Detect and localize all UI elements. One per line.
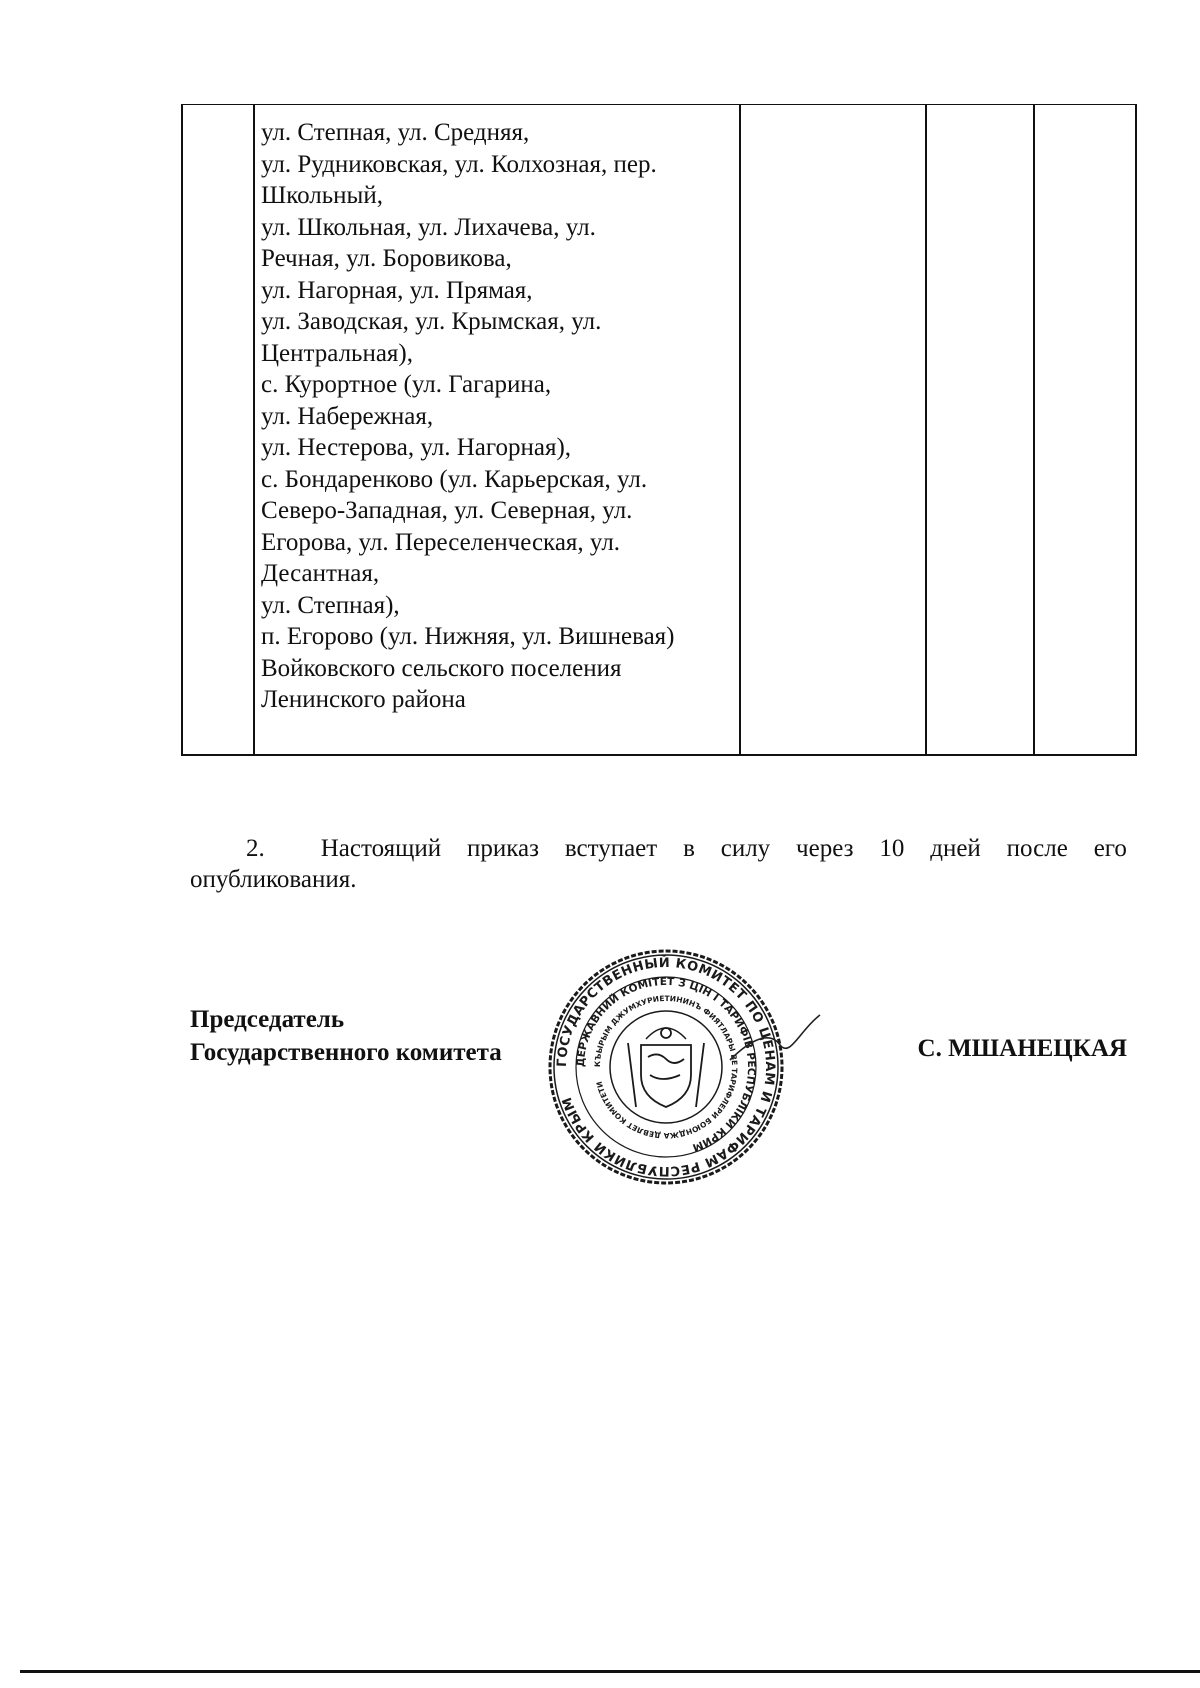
address-line: с. Бондаренково (ул. Карьерская, ул. (261, 465, 648, 493)
coat-of-arms-icon (628, 1028, 704, 1107)
clause-line-2: опубликования. (190, 866, 357, 893)
address-table (181, 104, 1137, 756)
address-line: Северо-Западная, ул. Северная, ул. (261, 497, 633, 524)
address-line: ул. Набережная, (261, 402, 434, 430)
address-lines (255, 105, 739, 754)
address-line: Школьный, (261, 182, 383, 209)
position-line-1: Председатель (190, 1006, 345, 1033)
clause-line-1 (190, 833, 1127, 864)
clause-word: Настоящий (320, 835, 442, 862)
address-line: ул. Заводская, ул. Крымская, ул. (261, 308, 602, 335)
table-cell-address (254, 105, 740, 755)
clause-word: после (1006, 835, 1068, 862)
address-line: Егорова, ул. Переселенческая, ул. (261, 528, 621, 556)
seal-middle-text: ДЕРЖАВНИЙ КОМІТЕТ З ЦІН І ТАРИФІВ РЕСПУБЛІКИ КРИМ (574, 975, 758, 1154)
address-line: Десантная, (261, 560, 380, 587)
signer-position (190, 1003, 502, 1069)
table-row (182, 105, 1136, 755)
handwritten-signature (720, 1010, 830, 1080)
address-line: ул. Степная, ул. Средняя, (261, 119, 530, 146)
position-line-2: Государственного комитета (190, 1039, 502, 1066)
clause-word: через (796, 835, 854, 862)
address-line: п. Егорово (ул. Нижняя, ул. Вишневая) (261, 623, 675, 650)
seal-inner-text: КЪЫРЫМ ДЖУМХУРИЕТИНИНЪ ФИЯТЛАРЫ ВЕ ТАРИФЛЕРИ БОЮНДЖА ДЕВЛЕТ КОМИТЕТИ (592, 993, 740, 1141)
address-line: ул. Рудниковская, ул. Колхозная, пер. (261, 150, 657, 178)
svg-text:КЪЫРЫМ ДЖУМХУРИЕТИНИНЪ ФИЯТЛАР (593, 994, 739, 1140)
address-line: Войковского сельского поселения (261, 654, 622, 682)
clause-word: его (1093, 835, 1127, 862)
seal-outer-text: ГОСУДАРСТВЕННЫЙ КОМИТЕТ ПО ЦЕНАМ И ТАРИФАМ РЕСПУБЛИКИ КРЫМ (554, 955, 778, 1179)
address-line: ул. Степная), (261, 591, 400, 619)
address-line: ул. Нагорная, ул. Прямая, (261, 276, 533, 304)
table-cell-empty (1034, 105, 1136, 755)
table-cell-number (182, 105, 254, 755)
table-cell-empty (740, 105, 926, 755)
clause-word: 10 (879, 835, 905, 862)
signer-name: С. МШАНЕЦКАЯ (917, 1035, 1127, 1062)
address-line: ул. Нестерова, ул. Нагорная), (261, 434, 572, 461)
clause-paragraph (190, 833, 1127, 895)
clause-word: в (683, 835, 695, 862)
clause-text-line1 (321, 833, 1127, 864)
clause-word: приказ (466, 835, 539, 862)
clause-number: 2. (246, 835, 265, 862)
address-line: с. Курортное (ул. Гагарина, (261, 371, 552, 398)
clause-word: дней (930, 835, 981, 862)
address-line: ул. Школьная, ул. Лихачева, ул. (261, 213, 596, 241)
address-line: Центральная), (261, 339, 414, 367)
address-line: Ленинского района (261, 686, 466, 713)
footer-divider (20, 1670, 1200, 1673)
address-line: Речная, ул. Боровикова, (261, 245, 512, 272)
clause-word: вступает (564, 835, 658, 862)
table-cell-empty (926, 105, 1034, 755)
clause-word: силу (720, 835, 771, 862)
